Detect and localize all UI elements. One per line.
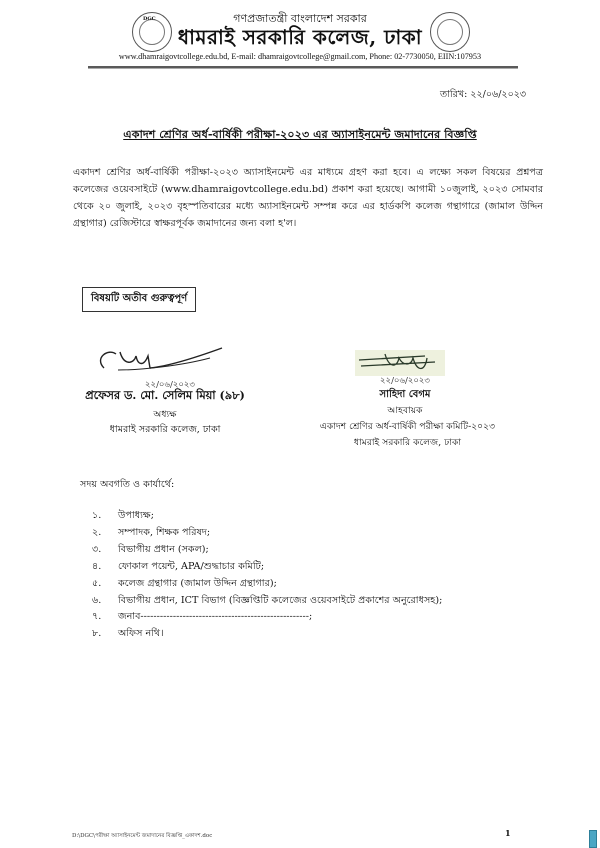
item-number: ৫. [92, 577, 102, 589]
principal-name: প্রফেসর ড. মো. সেলিম মিয়া (৯৮) [85, 388, 245, 402]
principal-organization: ধামরাই সরকারি কলেজ, ঢাকা [109, 424, 221, 435]
item-text: কলেজ গ্রন্থাগার (জামাল উদ্দিন গ্রন্থাগার); [118, 577, 277, 589]
copy-to-item [92, 508, 442, 525]
item-text: উপাধ্যক্ষ; [118, 510, 154, 521]
item-text: বিভাগীয় প্রধান, ICT বিভাগ (বিজ্ঞপ্তিটি কলেজের ওয়েবসাইটে প্রকাশের অনুরোধসহ); [118, 594, 443, 606]
principal-signature [90, 344, 230, 378]
logo-text: DGC [143, 16, 156, 22]
convener-sign-date: ২২/০৬/২০২৩ [380, 376, 430, 386]
copy-to-item [92, 542, 442, 559]
item-text: ফোকাল পয়েন্ট, APA/শুদ্ধাচার কমিটি; [118, 560, 265, 572]
item-number: ৭. [92, 611, 102, 623]
contact-line: www.dhamraigovtcollege.edu.bd, E-mail: dhamraigovtcollege@gmail.com, Phone: 02-7730050, EIIN:107953 [118, 52, 482, 61]
signature-stroke [359, 354, 435, 369]
item-number: ৩. [92, 543, 102, 555]
notice-date: তারিখ: ২২/০৬/২০২৩ [440, 89, 527, 100]
item-text: বিভাগীয় প্রধান (সকল); [118, 543, 209, 555]
convener-committee: একাদশ শ্রেণির অর্ধ-বার্ষিকী পরীক্ষা কমিটি-২০২৩ [319, 421, 496, 432]
copy-to-item [92, 576, 442, 593]
convener-name: সাহিদা বেগম [379, 389, 431, 400]
page-edge-marker [589, 830, 597, 848]
item-number: ৪. [92, 560, 102, 572]
notice-body: একাদশ শ্রেণির অর্ধ-বার্ষিকী পরীক্ষা-২০২৩ অ্যাসাইনমেন্ট এর মাধ্যমে গ্রহণ করা হবে। এ লক্ষ্যে সকল বিষয়ের প্রশ্নপত্র কলেজের ওয়েবসাইটে (www.dhamraigovtcollege.edu.bd) প্রকাশ করা হয়েছে। আগামী ১০জুলাই, ২০২৩ সোমবার থেকে ২০ জুলাই, ২০২৩ বৃহস্পতিবারের মধ্যে অ্যাসাইনমেন্ট সম্পন্ন করে এর হার্ডকপি কলেজ গন্থাগারে (জামাল উদ্দিন গ্রন্থাগার) রেজিস্টারে স্বাক্ষরপূর্বক জমাদানের জন্য বলা হ'ল। [73, 167, 543, 229]
copy-to-item [92, 525, 442, 542]
signature-stroke [101, 348, 222, 368]
convener-designation: আহবায়ক [387, 405, 423, 416]
copy-to-intro: সদয় অবগতি ও কার্যার্থে: [80, 479, 175, 490]
notice-title: একাদশ শ্রেণির অর্ধ-বার্ষিকী পরীক্ষা-২০২৩ এর অ্যাসাইনমেন্ট জমাদানের বিজ্ঞপ্তি [123, 127, 477, 141]
copy-to-item [92, 559, 442, 576]
copy-to-item [92, 609, 442, 626]
item-number: ৮. [92, 628, 102, 640]
government-title: গণপ্রজাতন্ত্রী বাংলাদেশ সরকার [233, 12, 367, 25]
convener-signature [355, 350, 445, 376]
copy-to-list [92, 508, 442, 643]
item-text: জনাব----------------------------------------------------; [118, 611, 313, 623]
header-divider [88, 66, 518, 69]
convener-signature-stamp [355, 350, 445, 376]
item-number: ২. [92, 526, 102, 538]
principal-sign-date: ২২/০৬/২০২৩ [145, 380, 195, 390]
item-text: সম্পাদক, শিক্ষক পরিষদ; [118, 526, 211, 538]
important-note-box: বিষয়টি অতীব গুরুত্বপূর্ণ [82, 287, 196, 312]
college-name: ধামরাই সরকারি কলেজ, ঢাকা [177, 25, 423, 49]
footer-file-path: D:\DGC\পরীক্ষা অ্যাসাইনমেন্ট জমাদানের বিজ্ঞপ্তি_একাদশ.doc [72, 833, 213, 839]
principal-designation: অধ্যক্ষ [153, 409, 177, 420]
copy-to-item [92, 626, 442, 643]
item-text: অফিস নথি। [118, 628, 164, 640]
signature-underline [118, 358, 210, 370]
page-number: 1 [505, 828, 511, 838]
item-number: ১. [92, 510, 102, 521]
item-number: ৬. [92, 594, 102, 606]
copy-to-item [92, 593, 442, 610]
convener-organization: ধামরাই সরকারি কলেজ, ঢাকা [353, 437, 462, 448]
